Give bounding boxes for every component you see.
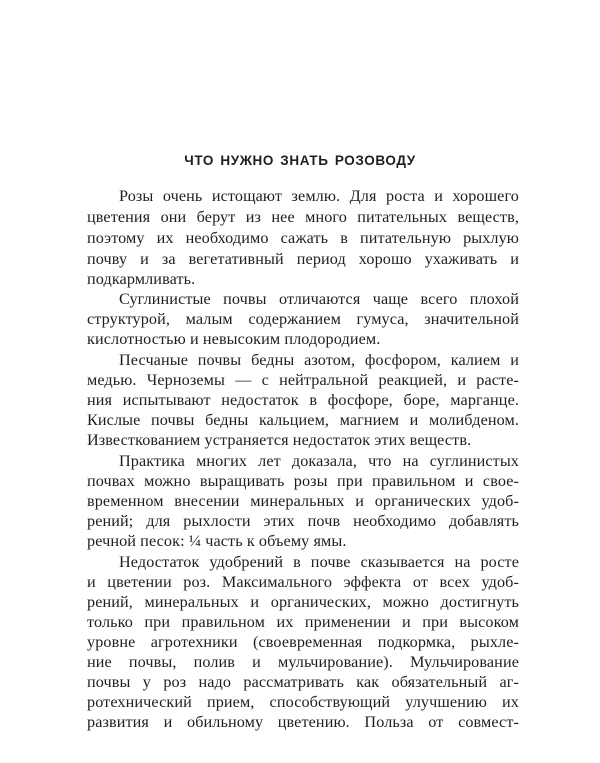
text-line: развития и обильному цветению. Польза от совмест- (87, 713, 519, 731)
text-line: поэтому их необходимо сажать в питательную рыхлую (87, 229, 519, 247)
text-line: Известкованием устраняется недостаток этих веществ. (87, 431, 472, 449)
text-line: рений; для рыхлости этих почв необходимо добавлять (87, 512, 519, 530)
text-line: Недостаток удобрений в почве сказывается на росте (119, 553, 519, 571)
text-line: рений, минеральных и органических, можно достигнуть (87, 593, 519, 611)
text-line: медью. Черноземы — с нейтральной реакцией, и расте- (87, 371, 519, 389)
text-line: и цветении роз. Максимального эффекта от всех удоб- (87, 573, 519, 591)
text-line: почвах можно выращивать розы при правильном и свое- (87, 472, 519, 490)
text-line: Кислые почвы бедны кальцием, магнием и молибденом. (87, 411, 519, 429)
text-line: ния испытывают недостаток в фосфоре, боре, марганце. (87, 391, 519, 409)
text-line: речной песок: ¼ часть к объему ямы. (87, 532, 347, 550)
page-title: ЧТО НУЖНО ЗНАТЬ РОЗОВОДУ (184, 153, 416, 168)
text-line: уровне агротехники (своевременная подкормка, рыхле- (87, 633, 519, 651)
text-line: почву и за вегетативный период хорошо ухаживать и (87, 250, 519, 268)
text-line: почвы у роз надо рассматривать как обязательный аг- (87, 673, 519, 691)
text-line: Розы очень истощают землю. Для роста и хорошего (119, 187, 519, 205)
text-line: ротехнический прием, способствующий улучшению их (87, 693, 519, 711)
text-line: Практика многих лет доказала, что на суглинистых (119, 452, 519, 470)
text-line: цветения они берут из нее много питательных веществ, (87, 208, 519, 226)
text-line: структурой, малым содержанием гумуса, значительной (87, 310, 519, 328)
text-line: кислотностью и невысоким плодородием. (87, 330, 381, 348)
text-line: ние почвы, полив и мульчирование). Мульчирование (87, 653, 519, 671)
text-line: временном внесении минеральных и органических удоб- (87, 492, 519, 510)
text-line: Песчаные почвы бедны азотом, фосфором, калием и (119, 351, 519, 369)
text-line: только при правильном их применении и при высоком (87, 613, 519, 631)
text-line: Суглинистые почвы отличаются чаще всего плохой (119, 290, 519, 308)
text-line: подкармливать. (87, 270, 196, 288)
